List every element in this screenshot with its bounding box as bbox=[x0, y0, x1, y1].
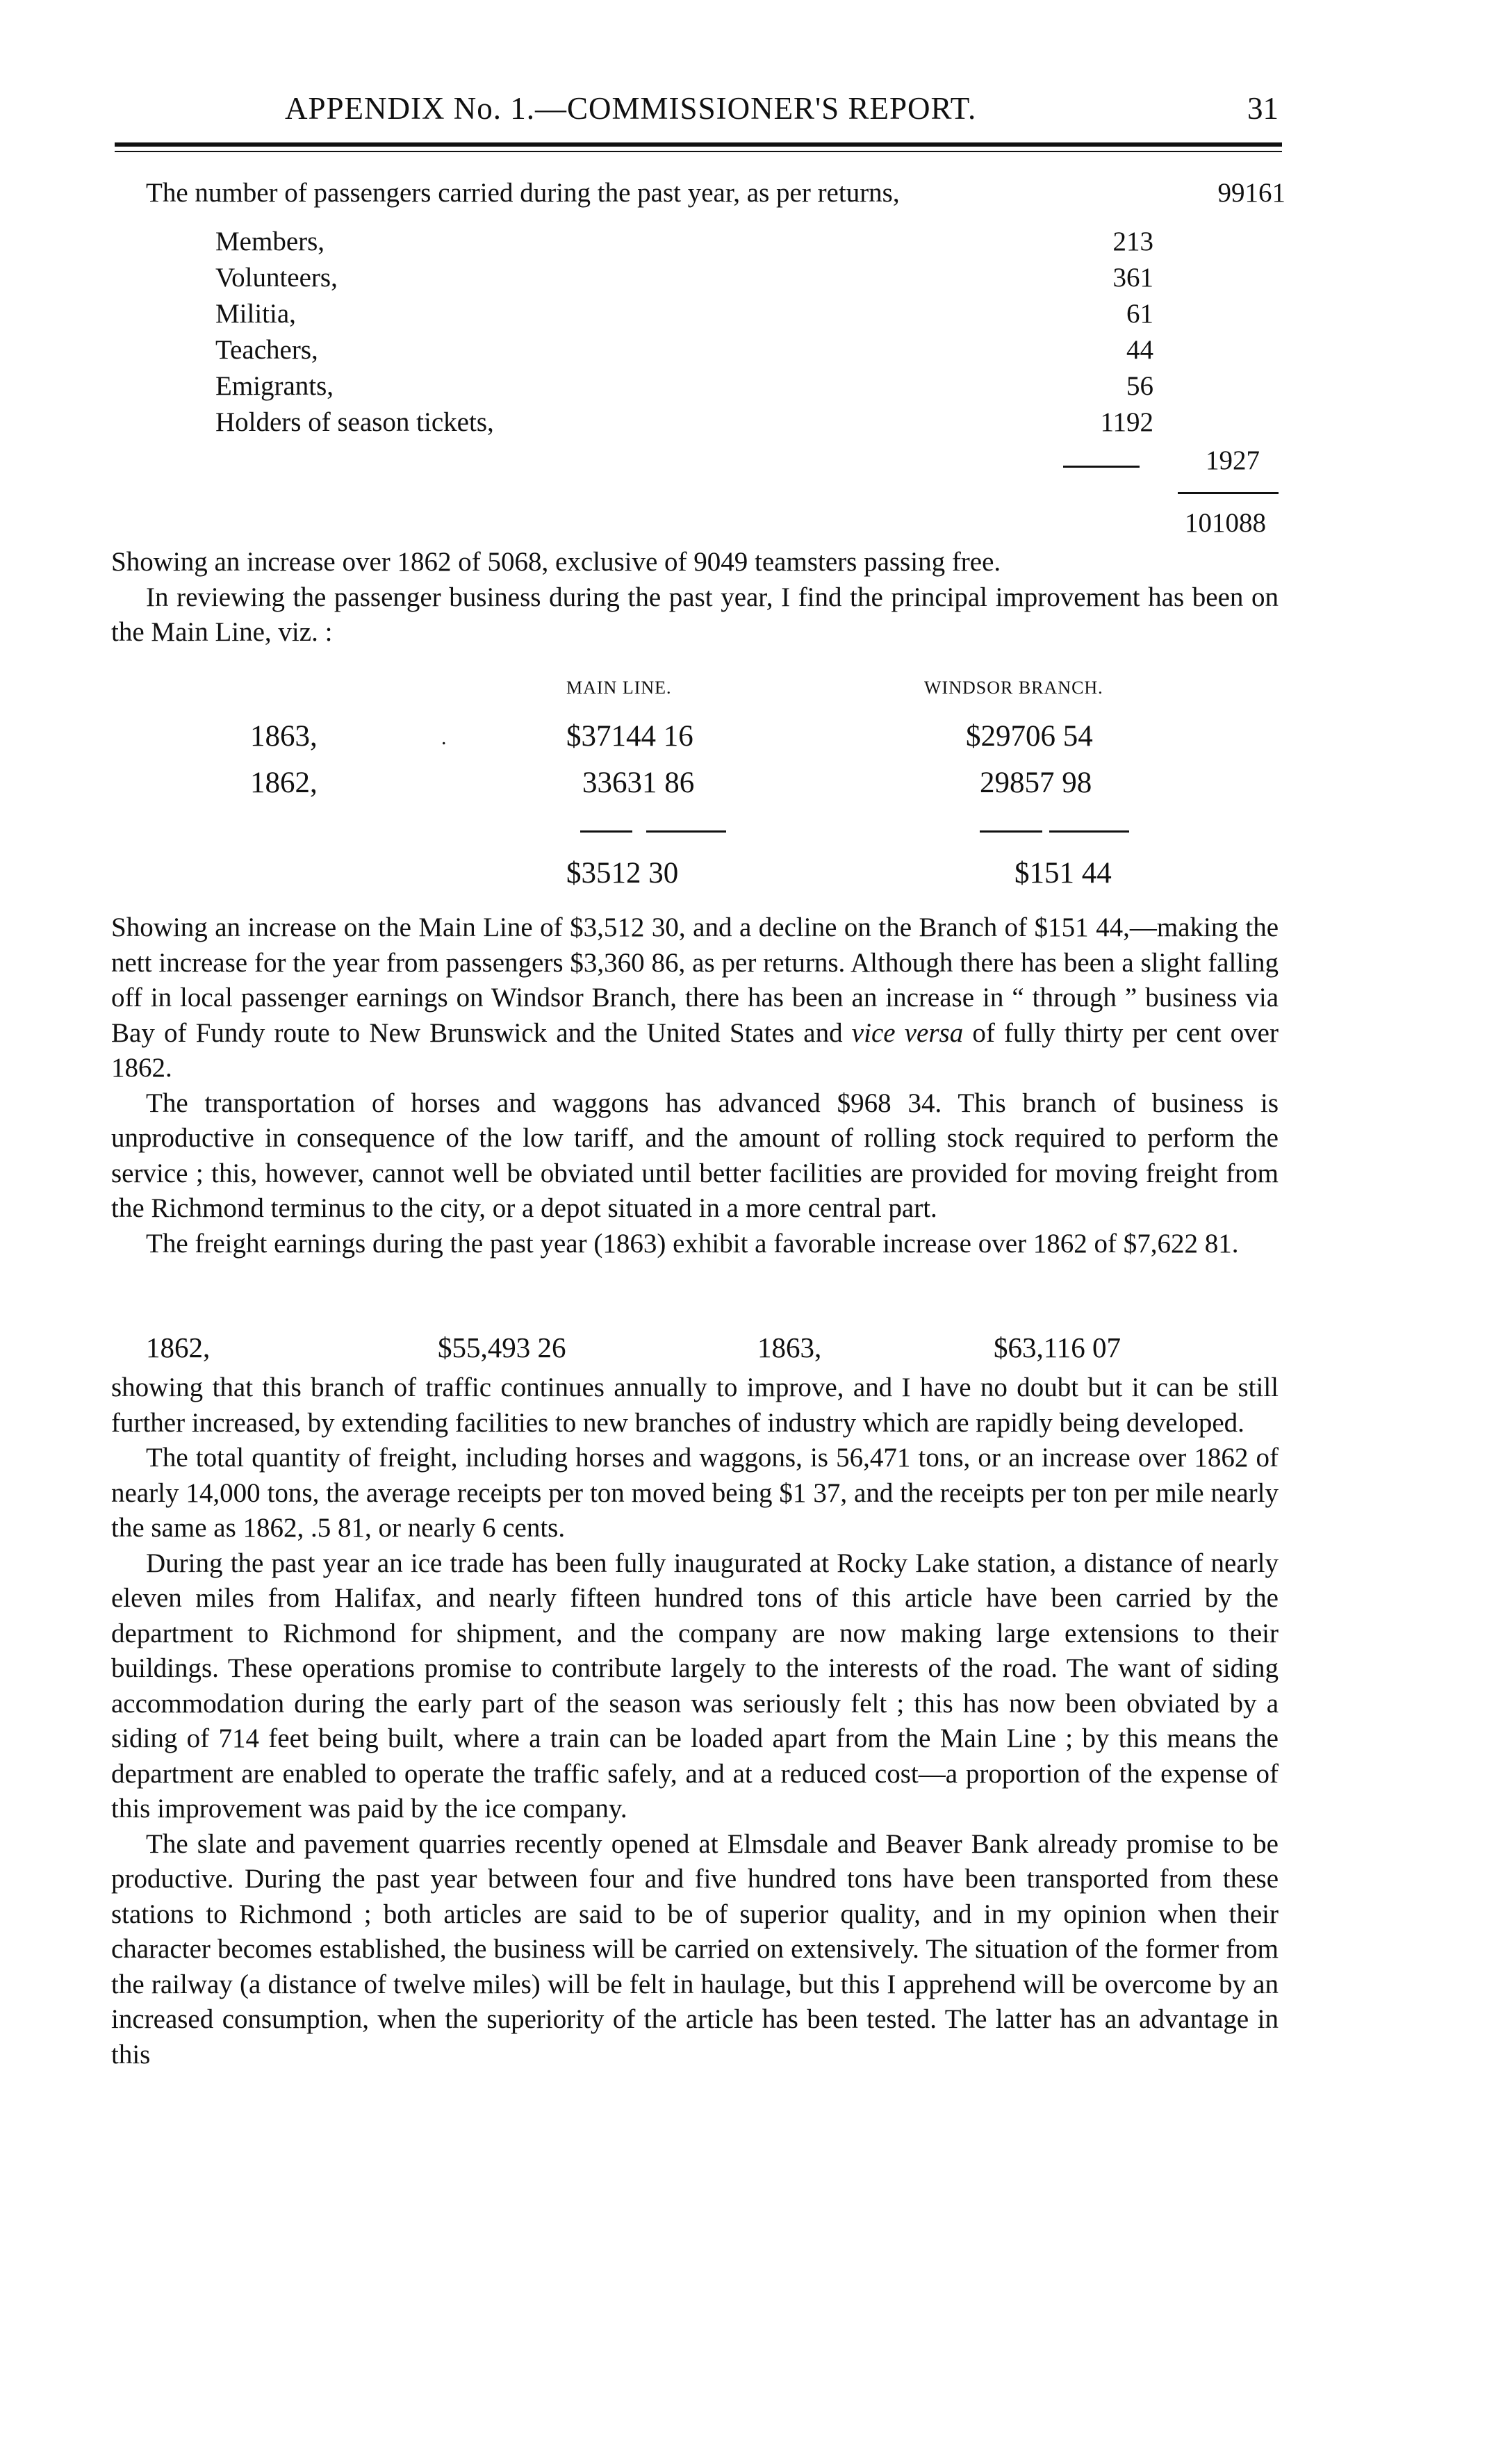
comparison-main-value: 33631 86 bbox=[582, 767, 695, 799]
passenger-intro-text: The number of passengers carried during the past year, as per returns, bbox=[146, 178, 900, 208]
horses-paragraph: The transportation of horses and waggons has advanced $968 34. This branch of business is unproductive in consequence of the low tariff, and the amount of rolling stock required to perform the service ; this, however, cannot well be obviated until better facilities are provided for moving freight from the Richmond terminus to the city, or a depot situated in a more central part. bbox=[111, 1088, 1279, 1223]
comparison-windsor-difference: $151 44 bbox=[1014, 857, 1112, 890]
underline-windsor-b bbox=[1049, 830, 1129, 833]
category-label: Militia, bbox=[215, 299, 296, 329]
list-item bbox=[215, 226, 1153, 262]
increase-text-italic: vice versa bbox=[851, 1017, 964, 1048]
stray-mark: . bbox=[441, 726, 447, 749]
total-quantity-paragraph: The total quantity of freight, including horses and waggons, is 56,471 tons, or an increase over 1862 of nearly 14,000 tons, the average receipts per ton moved being $1 37, and the receipts per ton per mile nearly the same as 1862, .5 81, or nearly 6 cents. bbox=[111, 1443, 1279, 1543]
freight-paragraph: The freight earnings during the past year (1863) exhibit a favorable increase over 1862 of $7,622 81. bbox=[146, 1228, 1239, 1259]
passenger-category-list bbox=[215, 226, 1153, 443]
body-text-block-2 bbox=[111, 1370, 1279, 2072]
category-value: 44 bbox=[1126, 335, 1153, 365]
slate-quarries-paragraph: The slate and pavement quarries recently opened at Elmsdale and Beaver Bank already promise to be productive. During the past year between four and five hundred tons have been transported from these stations to Richmond ; both articles are said to be of superior quality, and in my opinion when their character becomes established, the business will be carried on extensively. The situation of the former from the railway (a distance of twelve miles) will be felt in haulage, but this I apprehend will be overcome by an increased consumption, when the superiority of the article has been tested. The latter has an advantage in this bbox=[111, 1828, 1279, 2070]
passenger-total: 101088 bbox=[1185, 508, 1266, 538]
freight-value-1862: $55,493 26 bbox=[438, 1332, 566, 1363]
header-rule-thick bbox=[115, 142, 1282, 147]
passenger-note-block bbox=[111, 545, 1279, 650]
increase-paragraph bbox=[111, 910, 1279, 1086]
category-value: 213 bbox=[1112, 227, 1153, 256]
list-item bbox=[215, 407, 1153, 443]
subtotal-dash bbox=[1063, 466, 1140, 468]
category-value: 61 bbox=[1126, 299, 1153, 329]
freight-year-1862: 1862, bbox=[146, 1332, 211, 1363]
category-label: Emigrants, bbox=[215, 371, 334, 401]
category-label: Teachers, bbox=[215, 335, 318, 365]
category-label: Volunteers, bbox=[215, 263, 338, 293]
passenger-note: Showing an increase over 1862 of 5068, exclusive of 9049 teamsters passing free. bbox=[111, 547, 1001, 577]
comparison-windsor-value: 29857 98 bbox=[980, 767, 1092, 799]
review-paragraph: In reviewing the passenger business during the past year, I find the principal improvement has been on the Main Line, viz. : bbox=[111, 582, 1279, 647]
underline-windsor-a bbox=[980, 830, 1042, 833]
comparison-main-difference: $3512 30 bbox=[566, 857, 679, 890]
column-header-main-line: MAIN LINE. bbox=[566, 678, 672, 698]
category-label: Holders of season tickets, bbox=[215, 407, 494, 437]
list-item bbox=[215, 370, 1153, 407]
page-header bbox=[111, 83, 1279, 132]
list-item bbox=[215, 262, 1153, 298]
category-value: 56 bbox=[1126, 371, 1153, 401]
ice-trade-paragraph: During the past year an ice trade has been fully inaugurated at Rocky Lake station, a distance of nearly eleven miles from Halifax, and nearly fifteen hundred tons of this article have been carried by the department to Richmond for shipment, and the company are now making large extensions to their buildings. These operations promise to contribute largely to the interests of the road. The want of siding accommodation during the early part of the season was seriously felt ; this has now been obviated by a siding of 714 feet being built, where a train can be loaded apart from the Main Line ; by this means the department are enabled to operate the traffic safely, and at a reduced cost—a proportion of the expense of this improvement was paid by the ice company. bbox=[111, 1548, 1279, 1824]
list-item bbox=[215, 298, 1153, 334]
header-title: APPENDIX No. 1.—COMMISSIONER'S REPORT. bbox=[285, 91, 977, 126]
freight-comparison-row bbox=[0, 1331, 1512, 1367]
column-header-windsor-branch: WINDSOR BRANCH. bbox=[924, 678, 1103, 698]
comparison-year: 1863, bbox=[250, 720, 318, 753]
passenger-subtotal: 1927 bbox=[1206, 445, 1260, 475]
category-label: Members, bbox=[215, 227, 325, 256]
list-item bbox=[215, 334, 1153, 370]
freight-year-1863: 1863, bbox=[757, 1332, 822, 1363]
freight-after-paragraph: showing that this branch of traffic continues annually to improve, and I have no doubt but it can be still further increased, by extending facilities to new branches of industry which are rapidly being developed. bbox=[111, 1373, 1279, 1438]
body-text-block bbox=[111, 910, 1279, 1261]
header-rule-thin bbox=[115, 151, 1282, 152]
underline-main-a bbox=[580, 830, 632, 833]
category-value: 361 bbox=[1112, 263, 1153, 293]
increase-text-b: of fully thirty per cent over 1862. bbox=[111, 1017, 1279, 1083]
underline-main-b bbox=[646, 830, 726, 833]
total-rule bbox=[1178, 492, 1279, 494]
freight-value-1863: $63,116 07 bbox=[994, 1332, 1121, 1363]
comparison-windsor-value: $29706 54 bbox=[966, 720, 1093, 753]
passenger-intro-value: 99161 bbox=[1217, 178, 1285, 208]
increase-text-a: Showing an increase on the Main Line of $3,512 30, and a decline on the Branch of $151 44,—making the nett increase for the year from passengers $3,360 86, as per returns. Although there has been a slight falling off in local passenger earnings on Windsor Branch, there has been an increase in “ through ” business via Bay of Fundy route to New Brunswick and the United States and bbox=[111, 912, 1279, 1048]
comparison-year: 1862, bbox=[250, 767, 318, 799]
category-value: 1192 bbox=[1100, 407, 1153, 437]
comparison-main-value: $37144 16 bbox=[566, 720, 693, 753]
page-number: 31 bbox=[1247, 91, 1279, 126]
